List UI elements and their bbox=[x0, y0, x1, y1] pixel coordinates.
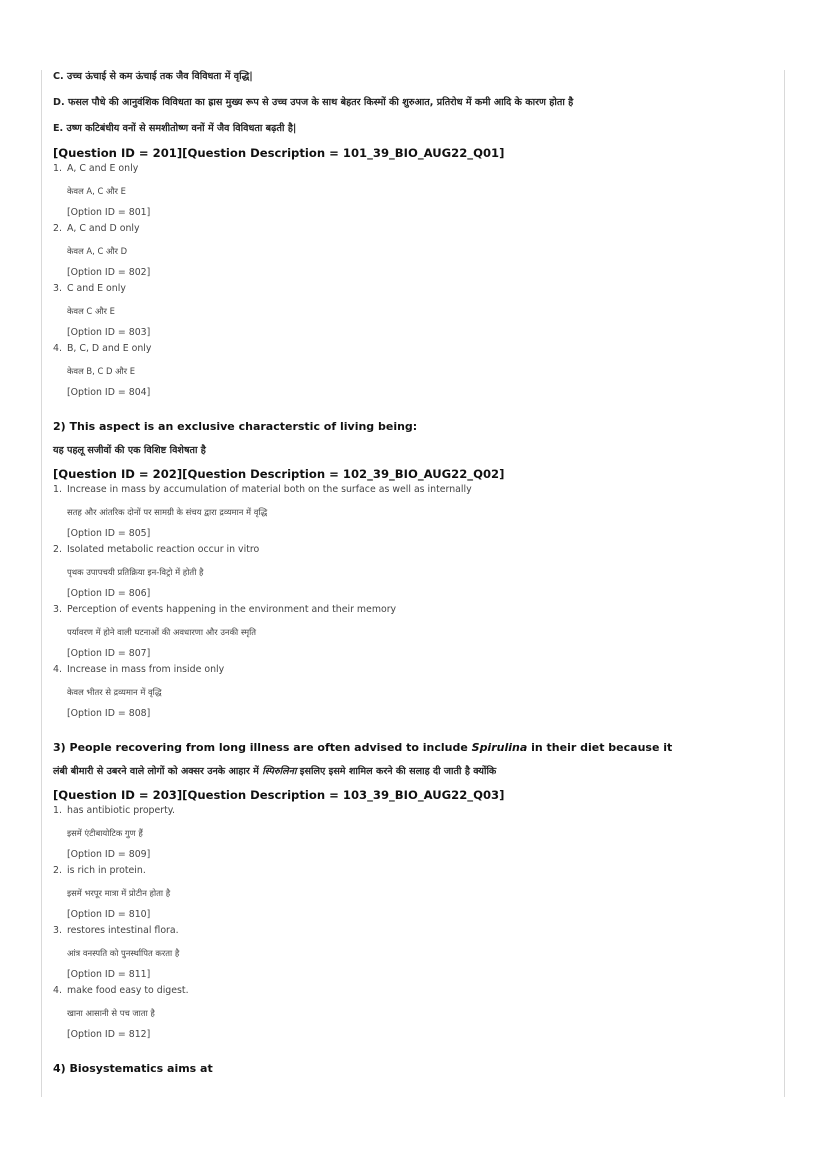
option-item bbox=[53, 664, 783, 720]
option-text-en: restores intestinal flora. bbox=[67, 925, 179, 936]
question-heading-hindi: यह पहलू सजीवों की एक विशिष्ट विशेषता है bbox=[53, 445, 206, 456]
question-id: [Question ID = 201][Question Description = 101_39_BIO_AUG22_Q01] bbox=[53, 146, 505, 160]
option-id: [Option ID = 812] bbox=[67, 1029, 151, 1040]
option-list bbox=[53, 484, 783, 720]
option-id: [Option ID = 808] bbox=[67, 708, 151, 719]
option-id: [Option ID = 804] bbox=[67, 387, 151, 398]
option-number: 1. bbox=[53, 805, 62, 816]
option-id: [Option ID = 811] bbox=[67, 969, 151, 980]
option-item bbox=[53, 925, 783, 985]
option-id: [Option ID = 801] bbox=[67, 207, 151, 218]
option-text-hi: केवल B, C D और E bbox=[67, 366, 136, 376]
option-text-hi: पृथक उपापचयी प्रतिक्रिया इन-विट्रो में होती है bbox=[67, 567, 204, 577]
heading-emphasis: स्पिरुलिना bbox=[262, 766, 297, 777]
option-id: [Option ID = 803] bbox=[67, 327, 151, 338]
heading-text: in their diet because it bbox=[527, 741, 673, 754]
option-item bbox=[53, 985, 783, 1041]
statement-c: C. उच्च ऊंचाई से कम ऊंचाई तक जैव विविधता में वृद्धि| bbox=[53, 71, 253, 82]
question-heading-hindi bbox=[53, 765, 783, 778]
option-number: 4. bbox=[53, 985, 62, 996]
option-text-hi: केवल A, C और E bbox=[67, 186, 126, 196]
heading-text: लंबी बीमारी से उबरने वाले लोगों को अक्सर उनके आहार में bbox=[53, 766, 263, 777]
option-number: 2. bbox=[53, 223, 62, 234]
option-text-en: Increase in mass by accumulation of material both on the surface as well as internally bbox=[67, 484, 472, 495]
option-id: [Option ID = 809] bbox=[67, 849, 151, 860]
option-id: [Option ID = 806] bbox=[67, 588, 151, 599]
option-item bbox=[53, 223, 783, 283]
option-text-hi: केवल भीतर से द्रव्यमान में वृद्धि bbox=[67, 687, 162, 697]
option-id: [Option ID = 802] bbox=[67, 267, 151, 278]
statements-block bbox=[53, 70, 783, 136]
option-number: 4. bbox=[53, 343, 62, 354]
statement-e: E. उष्ण कटिबंधीय वनों से समशीतोष्ण वनों में जैव विविधता बढ़ती है| bbox=[53, 123, 297, 134]
option-item bbox=[53, 163, 783, 223]
option-text-en: Isolated metabolic reaction occur in vitro bbox=[67, 544, 260, 555]
question-heading bbox=[53, 740, 783, 755]
option-text-en: B, C, D and E only bbox=[67, 343, 152, 354]
question-3 bbox=[53, 740, 783, 1041]
page-left-rule bbox=[41, 70, 42, 1097]
question-2 bbox=[53, 419, 783, 720]
option-text-en: has antibiotic property. bbox=[67, 805, 175, 816]
question-4 bbox=[53, 1061, 783, 1076]
option-number: 3. bbox=[53, 925, 62, 936]
option-text-hi: इसमें भरपूर मात्रा में प्रोटीन होता है bbox=[67, 888, 171, 898]
option-text-en: make food easy to digest. bbox=[67, 985, 189, 996]
option-text-hi: इसमें एंटीबायोटिक गुण हैं bbox=[67, 828, 143, 838]
question-heading: 2) This aspect is an exclusive characterstic of living being: bbox=[53, 420, 418, 433]
option-item bbox=[53, 865, 783, 925]
option-text-en: A, C and E only bbox=[67, 163, 139, 174]
option-item bbox=[53, 343, 783, 399]
question-id: [Question ID = 203][Question Description = 103_39_BIO_AUG22_Q03] bbox=[53, 788, 505, 802]
option-text-en: C and E only bbox=[67, 283, 126, 294]
question-1 bbox=[53, 146, 783, 399]
option-text-hi: केवल C और E bbox=[67, 306, 115, 316]
option-id: [Option ID = 805] bbox=[67, 528, 151, 539]
option-item bbox=[53, 805, 783, 865]
heading-text: इसलिए इसमे शामिल करने की सलाह दी जाती है क्योंकि bbox=[296, 766, 497, 777]
statement-d: D. फसल पौधे की आनुवंशिक विविधता का ह्रास मुख्य रूप से उच्च उपज के साथ बेहतर किस्मों की शुरुआत, प्रतिरोध में कमी आदि के कारण होता है bbox=[53, 97, 574, 108]
option-text-hi: केवल A, C और D bbox=[67, 246, 128, 256]
option-text-hi: पर्यावरण में होने वाली घटनाओं की अवधारणा और उनकी स्मृति bbox=[67, 627, 257, 637]
option-item bbox=[53, 484, 783, 544]
option-text-hi: खाना आसानी से पच जाता है bbox=[67, 1008, 155, 1018]
option-number: 4. bbox=[53, 664, 62, 675]
heading-emphasis: Spirulina bbox=[471, 741, 528, 754]
option-item bbox=[53, 604, 783, 664]
option-item bbox=[53, 283, 783, 343]
option-text-hi: आंत्र वनस्पति को पुनर्स्थापित करता है bbox=[67, 948, 180, 958]
option-text-en: A, C and D only bbox=[67, 223, 140, 234]
option-list bbox=[53, 805, 783, 1041]
option-id: [Option ID = 810] bbox=[67, 909, 151, 920]
question-heading: 4) Biosystematics aims at bbox=[53, 1062, 213, 1075]
option-number: 3. bbox=[53, 604, 62, 615]
option-text-hi: सतह और आंतरिक दोनों पर सामग्री के संचय द्वारा द्रव्यमान में वृद्धि bbox=[67, 507, 268, 517]
option-list bbox=[53, 163, 783, 399]
option-item bbox=[53, 544, 783, 604]
option-text-en: Perception of events happening in the environment and their memory bbox=[67, 604, 397, 615]
heading-text: 3) People recovering from long illness are often advised to include bbox=[53, 741, 472, 754]
option-text-en: Increase in mass from inside only bbox=[67, 664, 225, 675]
question-id: [Question ID = 202][Question Description = 102_39_BIO_AUG22_Q02] bbox=[53, 467, 505, 481]
option-number: 2. bbox=[53, 544, 62, 555]
option-text-en: is rich in protein. bbox=[67, 865, 146, 876]
option-id: [Option ID = 807] bbox=[67, 648, 151, 659]
question-paper-page bbox=[53, 70, 783, 1076]
option-number: 1. bbox=[53, 163, 62, 174]
page-right-rule bbox=[784, 70, 785, 1097]
option-number: 1. bbox=[53, 484, 62, 495]
option-number: 3. bbox=[53, 283, 62, 294]
option-number: 2. bbox=[53, 865, 62, 876]
